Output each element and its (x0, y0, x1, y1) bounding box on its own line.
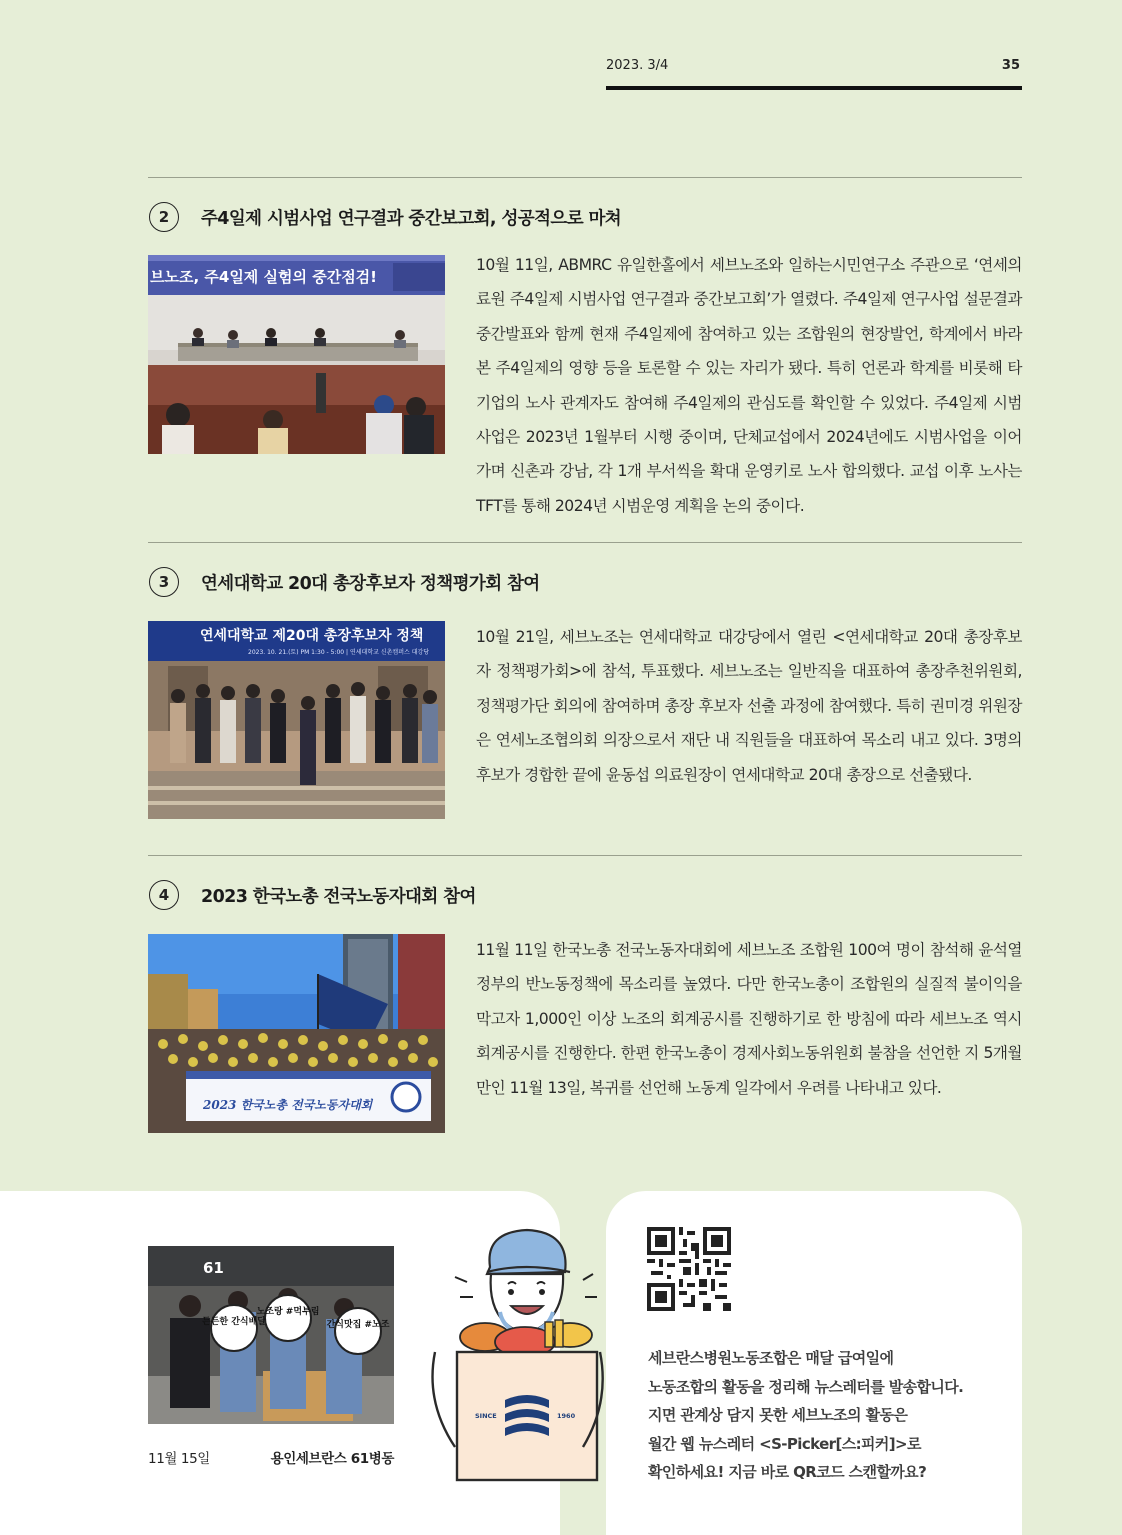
photo-banner-text: 브노조, 주4일제 실험의 중간점검! (150, 268, 378, 286)
photo-banner-text: 2023 한국노총 전국노동자대회 (203, 1098, 373, 1112)
promo-line: 월간 웹 뉴스레터 <S-Picker[스:피커]>로 (648, 1434, 921, 1453)
election-photo (148, 621, 445, 819)
rally-photo (148, 934, 445, 1133)
qr-code[interactable] (647, 1227, 731, 1311)
section-title: 연세대학교 20대 총장후보자 정책평가회 참여 (201, 574, 540, 594)
section-title: 주4일제 시범사업 연구결과 중간보고회, 성공적으로 마쳐 (201, 209, 622, 229)
section-body: 11월 11일 한국노총 전국노동자대회에 세브노조 조합원 100여 명이 참석해 윤석열 정부의 반노동정책에 목소리를 높였다. 다만 한국노총이 조합원의 실질적 불이익을 막고자 1,000인 이상 노조의 회계공시를 진행하기로 한 방침에 따라 세브노조 역시 회계공시를 진행한다. 한편 한국노총이 경제사회노동위원회 불참을 선언한 지 5개월 만인 11월 13일, 복귀를 선언해 노동계 일각에서 우려를 나타내고 있다. (476, 941, 1022, 1097)
sign-text: 간식맛집 #노조 (326, 1320, 390, 1330)
snack-delivery-photo (148, 1246, 394, 1424)
section-body: 10월 11일, ABMRC 유일한홀에서 세브노조와 일하는시민연구소 주관으로 ‘연세의료원 주4일제 시범사업 연구결과 중간보고회’가 열렸다. 주4일제 연구사업 설문결과 중간발표와 함께 현재 주4일제에 참여하고 있는 조합원의 현장발언, 학계에서 바라본 주4일제의 영향 등을 토론할 수 있는 자리가 됐다. 특히 언론과 학계를 비롯해 타 기업의 노사 관계자도 참여해 주4일제의 관심도를 확인할 수 있었다. 주4일제 시범사업은 2023년 1월부터 시행 중이며, 단체교섭에서 2024년에도 시범사업을 이어가며 신촌과 강남, 각 1개 부서씩을 확대 운영키로 노사 합의했다. 교섭 이후 노사는 TFT를 통해 2024년 시범운영 계획을 논의 중이다. (476, 256, 1022, 515)
symposium-photo (148, 255, 445, 454)
header-rule (606, 86, 1022, 90)
mascot-year: 1960 (557, 1412, 576, 1420)
newsletter-promo-text (648, 1344, 988, 1487)
sign-text: 든든한 간식배달 (202, 1317, 266, 1327)
promo-line: 지면 관계상 담지 못한 세브노조의 활동은 (648, 1406, 908, 1424)
photo-caption-place: 용인세브란스 61병동 (270, 1451, 394, 1467)
section-title: 2023 한국노총 전국노동자대회 참여 (201, 887, 476, 907)
mascot-illustration (425, 1222, 610, 1492)
section-divider (148, 177, 1022, 178)
issue-date: 2023. 3/4 (606, 58, 669, 73)
section-body: 10월 21일, 세브노조는 연세대학교 대강당에서 열린 <연세대학교 20대 총장후보자 정책평가회>에 참석, 투표했다. 세브노조는 일반직을 대표하여 총장추천위원회, 정책평가단 회의에 참여하며 총장 후보자 선출 과정에 참여했다. 특히 권미경 위원장은 연세노조협의회 의장으로서 재단 내 직원들을 대표하여 목소리 내고 있다. 3명의 후보가 경합한 끝에 윤동섭 의료원장이 연세대학교 20대 총장으로 선출됐다. (476, 628, 1022, 784)
section-number: 4 (149, 880, 179, 910)
section-number: 2 (149, 202, 179, 232)
section-divider (148, 542, 1022, 543)
promo-line: 확인하세요! 지금 바로 QR코드 스캔할까요? (648, 1463, 927, 1481)
promo-line: 노동조합의 활동을 정리해 뉴스레터를 발송합니다. (648, 1377, 964, 1396)
section-divider (148, 855, 1022, 856)
promo-line: 세브란스병원노동조합은 매달 급여일에 (648, 1349, 894, 1367)
photo-banner-text: 연세대학교 제20대 총장후보자 정책 (200, 628, 424, 644)
sign-text: 노조랑 #먹부림 (256, 1307, 320, 1317)
page-number: 35 (1001, 58, 1020, 73)
photo-banner-subtext: 2023. 10. 21.(토) PM 1:30 - 5:00 | 연세대학교 신촌캠퍼스 대강당 (248, 649, 430, 656)
room-number: 61 (203, 1259, 224, 1277)
photo-caption-date: 11월 15일 (148, 1451, 210, 1467)
section-number: 3 (149, 567, 179, 597)
mascot-since: SINCE (475, 1412, 497, 1420)
